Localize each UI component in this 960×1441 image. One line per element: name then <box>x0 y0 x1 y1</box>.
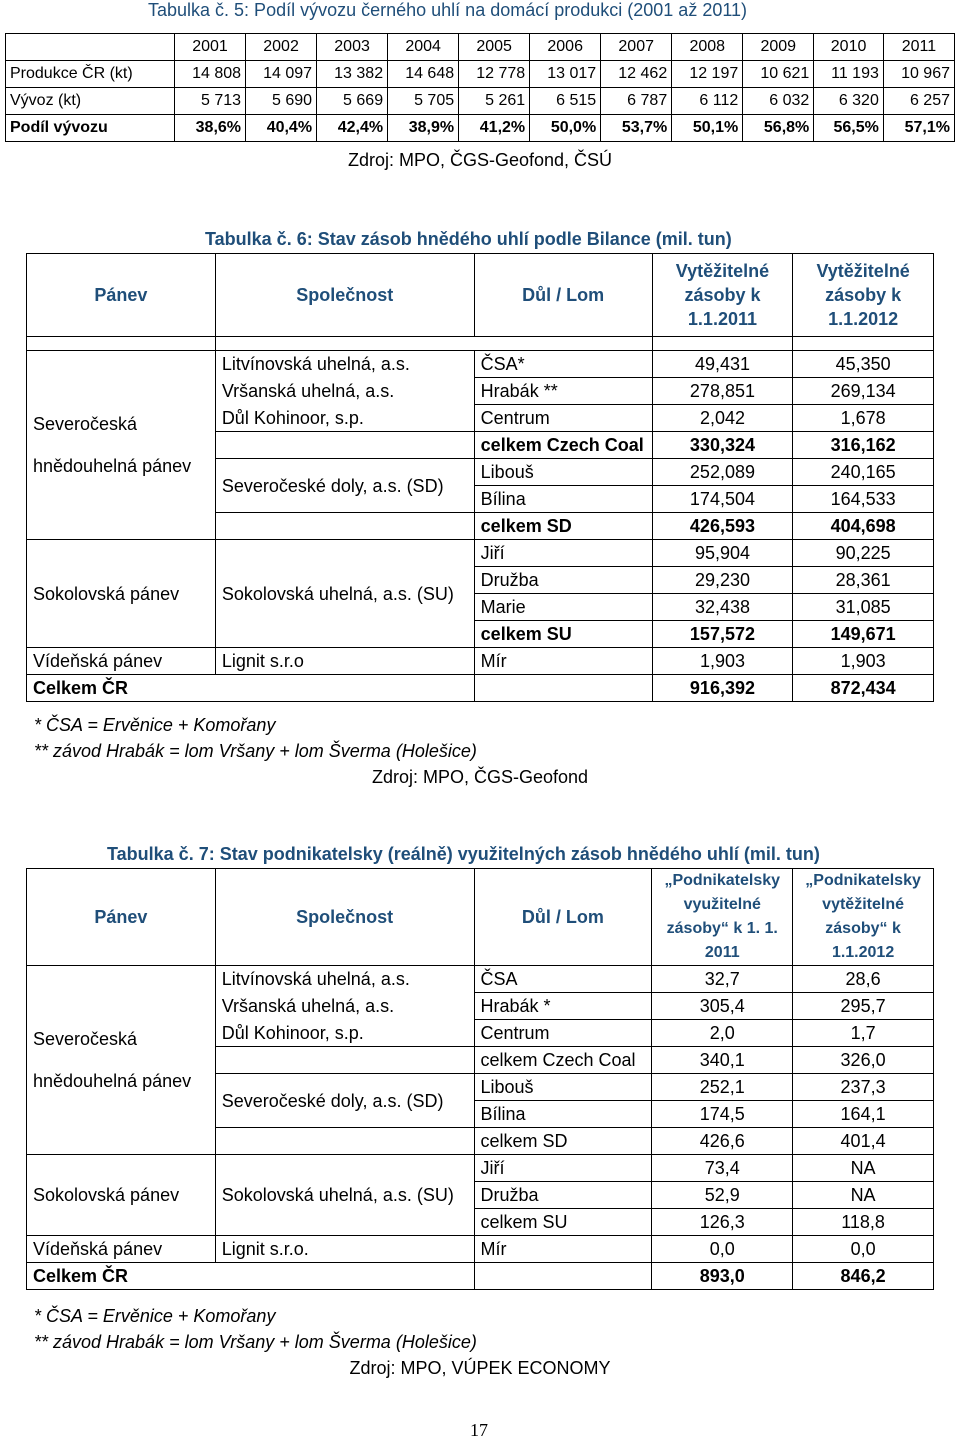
table-row <box>27 648 934 675</box>
company: Vršanská uhelná, a.s. <box>215 993 474 1020</box>
mine: celkem SU <box>474 621 652 648</box>
table5-year: 2004 <box>388 34 459 61</box>
cell: 6 320 <box>814 88 884 115</box>
table-row <box>27 966 934 993</box>
value-2011: 278,851 <box>652 378 793 405</box>
mine: Centrum <box>474 405 652 432</box>
mine: Mír <box>474 648 652 675</box>
table5-row-share <box>6 115 955 142</box>
value-2012: 149,671 <box>793 621 934 648</box>
total-2011: 893,0 <box>652 1263 793 1290</box>
cell: 57,1% <box>883 115 954 142</box>
table5-year: 2006 <box>530 34 601 61</box>
value-2012: 269,134 <box>793 378 934 405</box>
cell: 5 705 <box>388 88 459 115</box>
table5-year: 2001 <box>175 34 246 61</box>
value-2011: 0,0 <box>652 1236 793 1263</box>
basin-sokolovska: Sokolovská pánev <box>27 1155 216 1236</box>
value-2011: 95,904 <box>652 540 793 567</box>
header-panev: Pánev <box>27 254 216 337</box>
spacer <box>652 337 793 351</box>
cell: 6 032 <box>743 88 814 115</box>
spacer <box>215 337 474 351</box>
mine: celkem SD <box>474 513 652 540</box>
cell: 53,7% <box>601 115 672 142</box>
basin-videnska: Vídeňská pánev <box>27 648 216 675</box>
value-2011: 126,3 <box>652 1209 793 1236</box>
value-2012: 240,165 <box>793 459 934 486</box>
company-empty <box>215 432 474 459</box>
table7-note2: ** závod Hrabák = lom Vršany + lom Šverma (Holešice) <box>34 1332 477 1352</box>
table5-row-export <box>6 88 955 115</box>
company: Lignit s.r.o. <box>215 1236 474 1263</box>
company-empty <box>215 1047 474 1074</box>
table7 <box>26 868 934 1290</box>
value-2011: 1,903 <box>652 648 793 675</box>
mine: Bílina <box>474 1101 652 1128</box>
basin-line: Severočeská <box>33 1029 138 1049</box>
spacer <box>793 337 934 351</box>
value-2012: 90,225 <box>793 540 934 567</box>
cell: 40,4% <box>246 115 317 142</box>
table5-corner <box>6 34 175 61</box>
value-2012: 118,8 <box>793 1209 934 1236</box>
company: Sokolovská uhelná, a.s. (SU) <box>215 540 474 648</box>
table5-source: Zdroj: MPO, ČGS-Geofond, ČSÚ <box>347 150 613 170</box>
value-2012: 28,361 <box>793 567 934 594</box>
cell: 14 808 <box>175 61 246 88</box>
value-2012: 1,7 <box>793 1020 934 1047</box>
company: Lignit s.r.o <box>215 648 474 675</box>
cell: 6 112 <box>672 88 743 115</box>
cell: 12 197 <box>672 61 743 88</box>
cell: 38,9% <box>388 115 459 142</box>
table7-caption: Tabulka č. 7: Stav podnikatelsky (reálně) využitelných zásob hnědého uhlí (mil. tun) <box>107 844 820 864</box>
mine: celkem Czech Coal <box>474 1047 652 1074</box>
mine: celkem Czech Coal <box>474 432 652 459</box>
cell: 6 257 <box>883 88 954 115</box>
header-panev: Pánev <box>27 869 216 966</box>
table7-source: Zdroj: MPO, VÚPEK ECONOMY <box>349 1358 611 1378</box>
cell: 56,8% <box>743 115 814 142</box>
total-empty <box>474 1263 652 1290</box>
header-dul: Důl / Lom <box>474 254 652 337</box>
table6-note1: * ČSA = Ervěnice + Komořany <box>34 715 276 735</box>
cell: 38,6% <box>175 115 246 142</box>
total-2011: 916,392 <box>652 675 793 702</box>
value-2012: 326,0 <box>793 1047 934 1074</box>
table5-year: 2011 <box>883 34 954 61</box>
value-2012: 1,903 <box>793 648 934 675</box>
mine: ČSA <box>474 966 652 993</box>
mine: Centrum <box>474 1020 652 1047</box>
table6-caption: Tabulka č. 6: Stav zásob hnědého uhlí podle Bilance (mil. tun) <box>205 229 732 249</box>
header-zasoby-2012: „Podnikatelsky vytěžitelné zásoby“ k 1.1.2012 <box>793 869 934 966</box>
total-empty <box>474 675 652 702</box>
value-2012: 45,350 <box>793 351 934 378</box>
basin-line: Severočeská <box>33 414 138 434</box>
value-2012: 401,4 <box>793 1128 934 1155</box>
mine: Libouš <box>474 459 652 486</box>
cell: 14 097 <box>246 61 317 88</box>
company: Důl Kohinoor, s.p. <box>215 1020 474 1047</box>
table5-year: 2008 <box>672 34 743 61</box>
value-2012: 164,1 <box>793 1101 934 1128</box>
mine: Družba <box>474 1182 652 1209</box>
value-2011: 330,324 <box>652 432 793 459</box>
basin-severoceska <box>27 966 216 1155</box>
value-2012: NA <box>793 1182 934 1209</box>
value-2011: 157,572 <box>652 621 793 648</box>
row-label: Podíl vývozu <box>6 115 175 142</box>
basin-line: hnědouhelná pánev <box>33 1071 192 1091</box>
value-2011: 340,1 <box>652 1047 793 1074</box>
spacer <box>474 337 652 351</box>
table5-header-row <box>6 34 955 61</box>
mine: Hrabák * <box>474 993 652 1020</box>
company: Severočeské doly, a.s. (SD) <box>215 1074 474 1128</box>
table5-row-production <box>6 61 955 88</box>
basin-videnska: Vídeňská pánev <box>27 1236 216 1263</box>
table5-caption: Tabulka č. 5: Podíl vývozu černého uhlí na domácí produkci (2001 až 2011) <box>148 0 748 20</box>
table7-note1: * ČSA = Ervěnice + Komořany <box>34 1306 276 1326</box>
basin-line: hnědouhelná pánev <box>33 456 192 476</box>
cell: 6 787 <box>601 88 672 115</box>
header-zasoby-2012: Vytěžitelné zásoby k 1.1.2012 <box>793 254 934 337</box>
row-label: Vývoz (kt) <box>6 88 175 115</box>
cell: 5 669 <box>317 88 388 115</box>
mine: Bílina <box>474 486 652 513</box>
basin-severoceska <box>27 351 216 540</box>
table-row <box>27 540 934 567</box>
value-2011: 174,504 <box>652 486 793 513</box>
company: Sokolovská uhelná, a.s. (SU) <box>215 1155 474 1236</box>
cell: 12 778 <box>459 61 530 88</box>
cell: 13 017 <box>530 61 601 88</box>
value-2011: 305,4 <box>652 993 793 1020</box>
table7-header-row <box>27 869 934 966</box>
value-2011: 32,7 <box>652 966 793 993</box>
table-row-total <box>27 1263 934 1290</box>
spacer <box>27 337 216 351</box>
table5-year: 2003 <box>317 34 388 61</box>
page-number: 17 <box>470 1420 488 1440</box>
value-2011: 174,5 <box>652 1101 793 1128</box>
cell: 10 967 <box>883 61 954 88</box>
header-dul: Důl / Lom <box>474 869 652 966</box>
company: Litvínovská uhelná, a.s. <box>215 966 474 993</box>
value-2012: 295,7 <box>793 993 934 1020</box>
mine: ČSA* <box>474 351 652 378</box>
mine: Jiří <box>474 1155 652 1182</box>
mine: Libouš <box>474 1074 652 1101</box>
table6-source: Zdroj: MPO, ČGS-Geofond <box>371 767 589 787</box>
cell: 13 382 <box>317 61 388 88</box>
value-2012: 164,533 <box>793 486 934 513</box>
company-empty <box>215 1128 474 1155</box>
cell: 12 462 <box>601 61 672 88</box>
total-label: Celkem ČR <box>27 1263 475 1290</box>
cell: 5 690 <box>246 88 317 115</box>
company: Litvínovská uhelná, a.s. <box>215 351 474 378</box>
table-row <box>27 351 934 378</box>
value-2012: 404,698 <box>793 513 934 540</box>
spacer-row <box>27 337 934 351</box>
value-2011: 252,089 <box>652 459 793 486</box>
value-2011: 52,9 <box>652 1182 793 1209</box>
company: Důl Kohinoor, s.p. <box>215 405 474 432</box>
value-2012: 31,085 <box>793 594 934 621</box>
mine: Jiří <box>474 540 652 567</box>
value-2012: NA <box>793 1155 934 1182</box>
cell: 10 621 <box>743 61 814 88</box>
header-spolecnost: Společnost <box>215 869 474 966</box>
mine: celkem SU <box>474 1209 652 1236</box>
cell: 5 713 <box>175 88 246 115</box>
company: Severočeské doly, a.s. (SD) <box>215 459 474 513</box>
value-2011: 73,4 <box>652 1155 793 1182</box>
header-zasoby-2011: „Podnikatelsky využitelné zásoby“ k 1. 1. 2011 <box>652 869 793 966</box>
value-2011: 32,438 <box>652 594 793 621</box>
table5-year: 2005 <box>459 34 530 61</box>
table5-year: 2007 <box>601 34 672 61</box>
value-2012: 28,6 <box>793 966 934 993</box>
value-2011: 29,230 <box>652 567 793 594</box>
mine: Marie <box>474 594 652 621</box>
value-2012: 1,678 <box>793 405 934 432</box>
table-row-total <box>27 675 934 702</box>
table6-note2: ** závod Hrabák = lom Vršany + lom Šverma (Holešice) <box>34 741 477 761</box>
value-2011: 49,431 <box>652 351 793 378</box>
cell: 6 515 <box>530 88 601 115</box>
table5-year: 2010 <box>814 34 884 61</box>
company: Vršanská uhelná, a.s. <box>215 378 474 405</box>
cell: 5 261 <box>459 88 530 115</box>
row-label: Produkce ČR (kt) <box>6 61 175 88</box>
total-label: Celkem ČR <box>27 675 475 702</box>
table6-header-row <box>27 254 934 337</box>
value-2011: 252,1 <box>652 1074 793 1101</box>
table6 <box>26 253 934 702</box>
mine: Mír <box>474 1236 652 1263</box>
cell: 11 193 <box>814 61 884 88</box>
value-2011: 2,0 <box>652 1020 793 1047</box>
value-2011: 2,042 <box>652 405 793 432</box>
table-row <box>27 1155 934 1182</box>
value-2012: 316,162 <box>793 432 934 459</box>
value-2012: 0,0 <box>793 1236 934 1263</box>
table5 <box>5 33 955 142</box>
table-row <box>27 1236 934 1263</box>
table5-year: 2002 <box>246 34 317 61</box>
cell: 14 648 <box>388 61 459 88</box>
value-2012: 237,3 <box>793 1074 934 1101</box>
cell: 42,4% <box>317 115 388 142</box>
header-spolecnost: Společnost <box>215 254 474 337</box>
cell: 50,1% <box>672 115 743 142</box>
cell: 41,2% <box>459 115 530 142</box>
table5-year: 2009 <box>743 34 814 61</box>
company-empty <box>215 513 474 540</box>
value-2011: 426,593 <box>652 513 793 540</box>
total-2012: 872,434 <box>793 675 934 702</box>
header-zasoby-2011: Vytěžitelné zásoby k 1.1.2011 <box>652 254 793 337</box>
cell: 50,0% <box>530 115 601 142</box>
cell: 56,5% <box>814 115 884 142</box>
basin-sokolovska: Sokolovská pánev <box>27 540 216 648</box>
total-2012: 846,2 <box>793 1263 934 1290</box>
mine: Hrabák ** <box>474 378 652 405</box>
mine: celkem SD <box>474 1128 652 1155</box>
value-2011: 426,6 <box>652 1128 793 1155</box>
mine: Družba <box>474 567 652 594</box>
